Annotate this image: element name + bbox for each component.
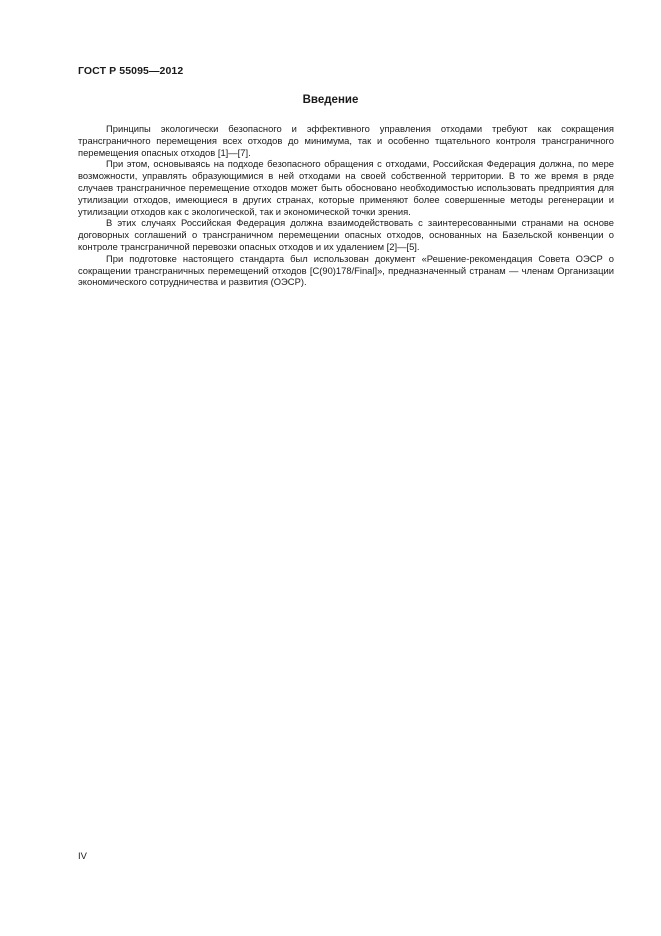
paragraph-3: В этих случаях Российская Федерация должна взаимодействовать с заинтересованными странами на основе договорных соглашений о трансграничном перемещении опасных отходов, основанных на Базельской конвенции о контроле трансграничной перевозки опасных отходов и их удалением [2]—[5].	[78, 217, 614, 252]
body-text	[78, 123, 614, 288]
paragraph-1: Принципы экологически безопасного и эффективного управления отходами требуют как сокращения трансграничного перемещения всех отходов до минимума, так и особенно тщательного контроля трансграничного перемещения опасных отходов [1]—[7].	[78, 123, 614, 158]
paragraph-4: При подготовке настоящего стандарта был использован документ «Решение-рекомендация Совета ОЭСР о сокращении трансграничных перемещений отходов [C(90)178/Final]», предназначенный странам — членам Организации экономического сотрудничества и развития (ОЭСР).	[78, 252, 614, 288]
page-number: IV	[78, 850, 87, 861]
page-header-standard-id: ГОСТ Р 55095—2012	[78, 65, 184, 77]
paragraph-2: При этом, основываясь на подходе безопасного обращения с отходами, Российская Федерация должна, по мере возможности, управлять образующимися в ней отходами на своей собственной территории. В то же время в ряде случаев трансграничное перемещение отходов может быть обосновано необходимостью использовать предприятия для утилизации отходов, имеющиеся в других странах, которые применяют более совершенные методы регенерации и утилизации отходов как с экологической, так и экономической точки зрения.	[78, 158, 614, 217]
section-title: Введение	[302, 94, 359, 106]
